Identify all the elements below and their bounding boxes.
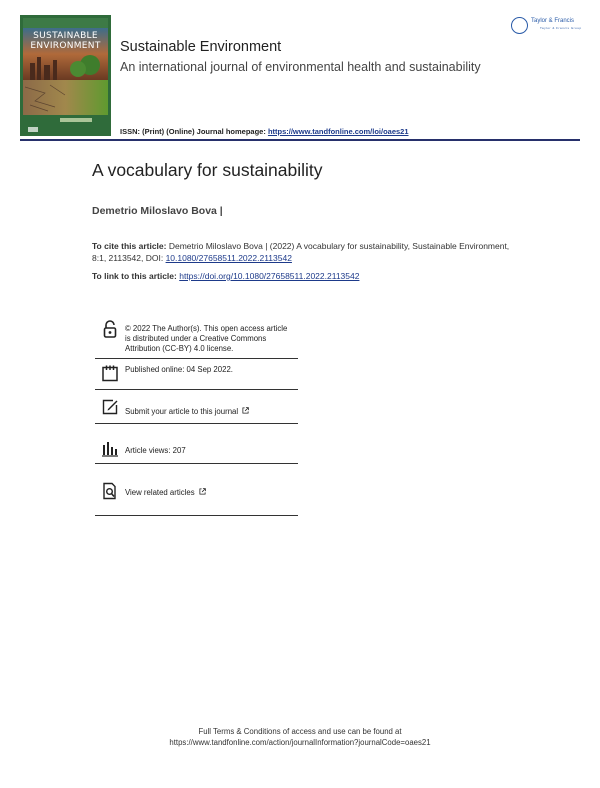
citation-block bbox=[92, 240, 512, 264]
journal-information-link[interactable]: https://www.tandfonline.com/action/journalInformation?journalCode=oaes21 bbox=[169, 738, 431, 747]
license-row bbox=[95, 314, 298, 359]
cover-title-line2: ENVIRONMENT bbox=[30, 41, 101, 51]
related-row[interactable] bbox=[95, 464, 298, 516]
article-link-line bbox=[92, 271, 359, 281]
calendar-icon bbox=[101, 364, 119, 382]
article-title: A vocabulary for sustainability bbox=[92, 160, 323, 180]
article-url-link[interactable]: https://doi.org/10.1080/27658511.2022.2113542 bbox=[179, 271, 360, 281]
open-access-lock-icon bbox=[101, 320, 119, 338]
view-related-label: View related articles bbox=[125, 488, 195, 497]
external-link-icon bbox=[199, 488, 206, 495]
submit-row[interactable] bbox=[95, 390, 298, 424]
publisher-name: Taylor & Francis bbox=[531, 18, 575, 24]
issn-label: ISSN: (Print) (Online) Journal homepage: bbox=[120, 127, 268, 136]
published-row bbox=[95, 359, 298, 390]
article-views: Article views: 207 bbox=[125, 446, 186, 455]
published-date: Published online: 04 Sep 2022. bbox=[125, 365, 233, 374]
publisher-logo-icon bbox=[511, 17, 528, 34]
license-text: © 2022 The Author(s). This open access article is distributed under a Creative Commons Attribution (CC-BY) 4.0 license. bbox=[125, 324, 288, 353]
citation-text: Demetrio Miloslavo Bova | (2022) A vocabulary for sustainability, Sustainable Environment, 8:1, 2113542, DOI: bbox=[92, 241, 510, 263]
journal-title: Sustainable Environment bbox=[120, 39, 282, 55]
citation-label: To cite this article: bbox=[92, 241, 167, 251]
bar-chart-icon bbox=[101, 440, 119, 458]
terms-line: Full Terms & Conditions of access and use can be found at bbox=[198, 727, 402, 736]
publisher-tagline: Taylor & Francis Group bbox=[540, 26, 582, 30]
cover-title-line1: SUSTAINABLE bbox=[33, 31, 98, 41]
edit-icon bbox=[101, 398, 119, 416]
journal-cover-image bbox=[20, 15, 111, 136]
article-author: Demetrio Miloslavo Bova | bbox=[92, 205, 223, 217]
header-divider bbox=[20, 139, 580, 141]
issn-line bbox=[120, 127, 409, 136]
terms-footer bbox=[0, 726, 600, 748]
related-search-icon bbox=[101, 482, 119, 500]
publisher-logo bbox=[511, 17, 583, 37]
external-link-icon bbox=[242, 407, 249, 414]
link-label: To link to this article: bbox=[92, 271, 180, 281]
submit-article-link[interactable] bbox=[125, 407, 249, 417]
journal-subtitle: An international journal of environmental health and sustainability bbox=[120, 60, 481, 74]
views-row bbox=[95, 424, 298, 464]
doi-link[interactable]: 10.1080/27658511.2022.2113542 bbox=[165, 253, 292, 263]
submit-article-label: Submit your article to this journal bbox=[125, 407, 239, 416]
view-related-articles-link[interactable] bbox=[125, 488, 206, 498]
cover-publisher-badge bbox=[28, 127, 38, 132]
journal-homepage-link[interactable]: https://www.tandfonline.com/loi/oaes21 bbox=[267, 127, 409, 136]
